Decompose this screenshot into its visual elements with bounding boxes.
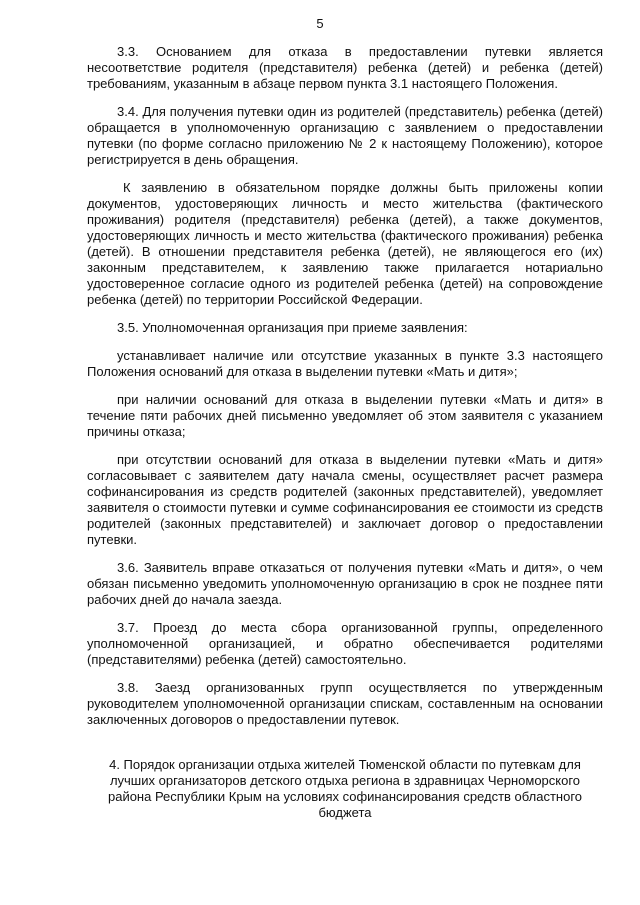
paragraph-3-4: 3.4. Для получения путевки один из родителей (представитель) ребенка (детей) обращается в уполномоченную организацию с заявлением о предоставлении путевки (по форме согласно приложению № 2 к настоящему Положению), которое регистрируется в день обращения.	[87, 104, 603, 167]
paragraph-attachments: К заявлению в обязательном порядке должны быть приложены копии документов, удостоверяющих личность и место жительства (фактического проживания) родителя (представителя) ребенка (детей), а также документов, удостоверяющих личность и место жительства (фактического проживания) ребенка (детей). В отношении представителя ребенка (детей), не являющегося его (их) законным представителем, к заявлению также прилагается нотариально удостоверенное согласие одного из родителей ребенка (детей) на сопровождение ребенка (детей) по территории Российской Федерации.	[87, 180, 603, 307]
paragraph-3-5-item-1: устанавливает наличие или отсутствие указанных в пункте 3.3 настоящего Положения оснований для отказа в выделении путевки «Мать и дитя»;	[87, 348, 603, 379]
paragraph-3-3: 3.3. Основанием для отказа в предоставлении путевки является несоответствие родителя (представителя) ребенка (детей) и ребенка (детей) требованиям, указанным в абзаце первом пункта 3.1 настоящего Положения.	[87, 44, 603, 91]
paragraph-3-6: 3.6. Заявитель вправе отказаться от получения путевки «Мать и дитя», о чем обязан письменно уведомить уполномоченную организацию в срок не позднее пяти рабочих дней до начала заезда.	[87, 560, 603, 607]
paragraph-3-7: 3.7. Проезд до места сбора организованной группы, определенного уполномоченной организацией, и обратно обеспечивается родителями (представителями) ребенка (детей) самостоятельно.	[87, 620, 603, 667]
paragraph-3-5: 3.5. Уполномоченная организация при приеме заявления:	[117, 320, 468, 335]
document-body	[87, 44, 603, 740]
paragraph-3-5-item-2: при наличии оснований для отказа в выделении путевки «Мать и дитя» в течение пяти рабочих дней письменно уведомляет об этом заявителя с указанием причины отказа;	[87, 392, 603, 439]
section-heading: 4. Порядок организации отдыха жителей Тюменской области по путевкам для лучших организаторов детского отдыха региона в здравницах Черноморского района Республики Крым на условиях софинансирования средств областного бюджета	[107, 757, 583, 820]
paragraph-3-5-item-3: при отсутствии оснований для отказа в выделении путевки «Мать и дитя» согласовывает с заявителем дату начала смены, осуществляет расчет размера софинансирования из средств родителей (законных представителей), уведомляет заявителя о стоимости путевки и сумме софинансирования ее стоимости из средств родителей (законных представителей) и заключает договор о предоставлении путевки.	[87, 452, 603, 547]
page-number: 5	[316, 16, 324, 31]
paragraph-3-8: 3.8. Заезд организованных групп осуществляется по утвержденным руководителем уполномоченной организации спискам, составленным на основании заключенных договоров о предоставлении путевок.	[87, 680, 603, 727]
